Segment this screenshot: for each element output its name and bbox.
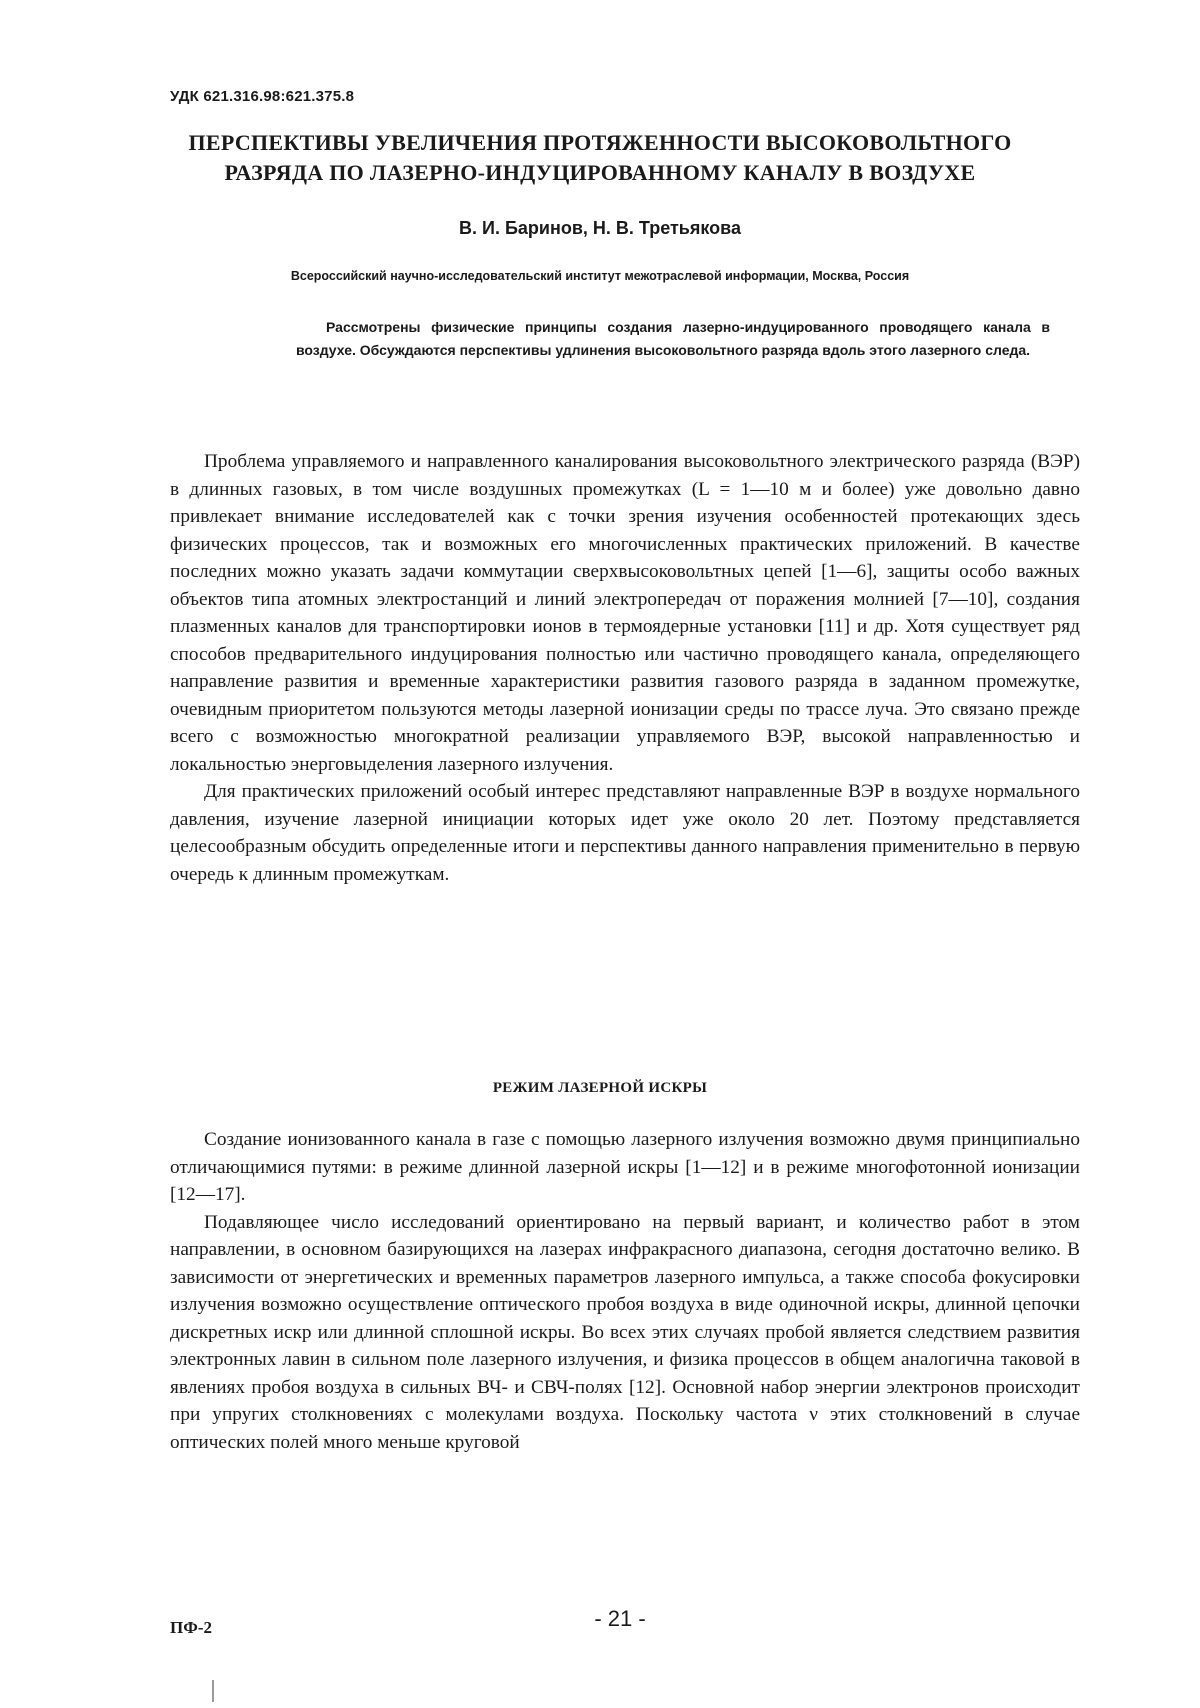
series-code: ПФ-2	[170, 1618, 212, 1637]
article-title	[140, 128, 1060, 188]
page-number: - 21 -	[594, 1606, 646, 1631]
intro-paragraph-2: Для практических приложений особый интерес представляют направленные ВЭР в воздухе нормального давления, изучение лазерной инициации которых идет уже около 20 лет. Поэтому представляется целесообразным обсудить определенные итоги и перспективы данного направления применительно в первую очередь к длинным промежуткам.	[170, 781, 1080, 885]
affiliation: Всероссийский научно-исследовательский институт межотраслевой информации, Москва, Россия	[290, 269, 910, 283]
introduction	[170, 448, 1080, 888]
section-paragraph-1: Создание ионизованного канала в газе с помощью лазерного излучения возможно двумя принципиально отличающимися путями: в режиме длинной лазерной искры [1—12] и в режиме многофотонной ионизации [12—17].	[170, 1129, 1080, 1205]
section-paragraph-2: Подавляющее число исследований ориентировано на первый вариант, и количество работ в этом направлении, в основном базирующихся на лазерах инфракрасного диапазона, сегодня достаточно велико. В зависимости от энергетических и временных параметров лазерного импульса, а также способа фокусировки излучения возможно осуществление оптического пробоя воздуха в виде одиночной искры, длинной цепочки дискретных искр или длинной сплошной искры. Во всех этих случаях пробой является следствием развития электронных лавин в сильном поле лазерного излучения, и физика процессов в общем аналогична таковой в явлениях пробоя воздуха в сильных ВЧ- и СВЧ-полях [12]. Основной набор энергии электронов происходит при упругих столкновениях с молекулами воздуха. Поскольку частота ν этих столкновений в случае оптических полей много меньше круговой	[170, 1211, 1080, 1453]
udc-code: УДК 621.316.98:621.375.8	[170, 88, 355, 105]
abstract: Рассмотрены физические принципы создания лазерно-индуцированного проводящего канала в воздухе. Обсуждаются перспективы удлинения высоковольтного разряда вдоль этого лазерного следа.	[296, 319, 1050, 358]
section-body	[170, 1126, 1080, 1456]
scan-artifact	[212, 1680, 214, 1702]
authors: В. И. Баринов, Н. В. Третьякова	[459, 218, 741, 238]
article-title-line-1: ПЕРСПЕКТИВЫ УВЕЛИЧЕНИЯ ПРОТЯЖЕННОСТИ ВЫСОКОВОЛЬТНОГО	[188, 130, 1012, 155]
article-title-line-2: РАЗРЯДА ПО ЛАЗЕРНО-ИНДУЦИРОВАННОМУ КАНАЛУ В ВОЗДУХЕ	[224, 160, 976, 185]
section-heading: РЕЖИМ ЛАЗЕРНОЙ ИСКРЫ	[492, 1080, 708, 1096]
intro-paragraph-1: Проблема управляемого и направленного каналирования высоковольтного электрического разряда (ВЭР) в длинных газовых, в том числе воздушных промежутках (L = 1—10 м и более) уже довольно давно привлекает внимание исследователей как с точки зрения изучения особенностей протекающих здесь физических процессов, так и возможных его многочисленных практических приложений. В качестве последних можно указать задачи коммутации сверхвысоковольтных цепей [1—6], защиты особо важных объектов типа атомных электростанций и линий электропередач от поражения молнией [7—10], создания плазменных каналов для транспортировки ионов в термоядерные установки [11] и др. Хотя существует ряд способов предварительного индуцирования полностью или частично проводящего канала, определяющего направление развития и временные характеристики развития газового разряда в заданном промежутке, очевидным приоритетом пользуются методы лазерной ионизации среды по трассе луча. Это связано прежде всего с возможностью многократной реализации управляемого ВЭР, высокой направленностью и локальностью энерговыделения лазерного излучения.	[170, 451, 1080, 775]
